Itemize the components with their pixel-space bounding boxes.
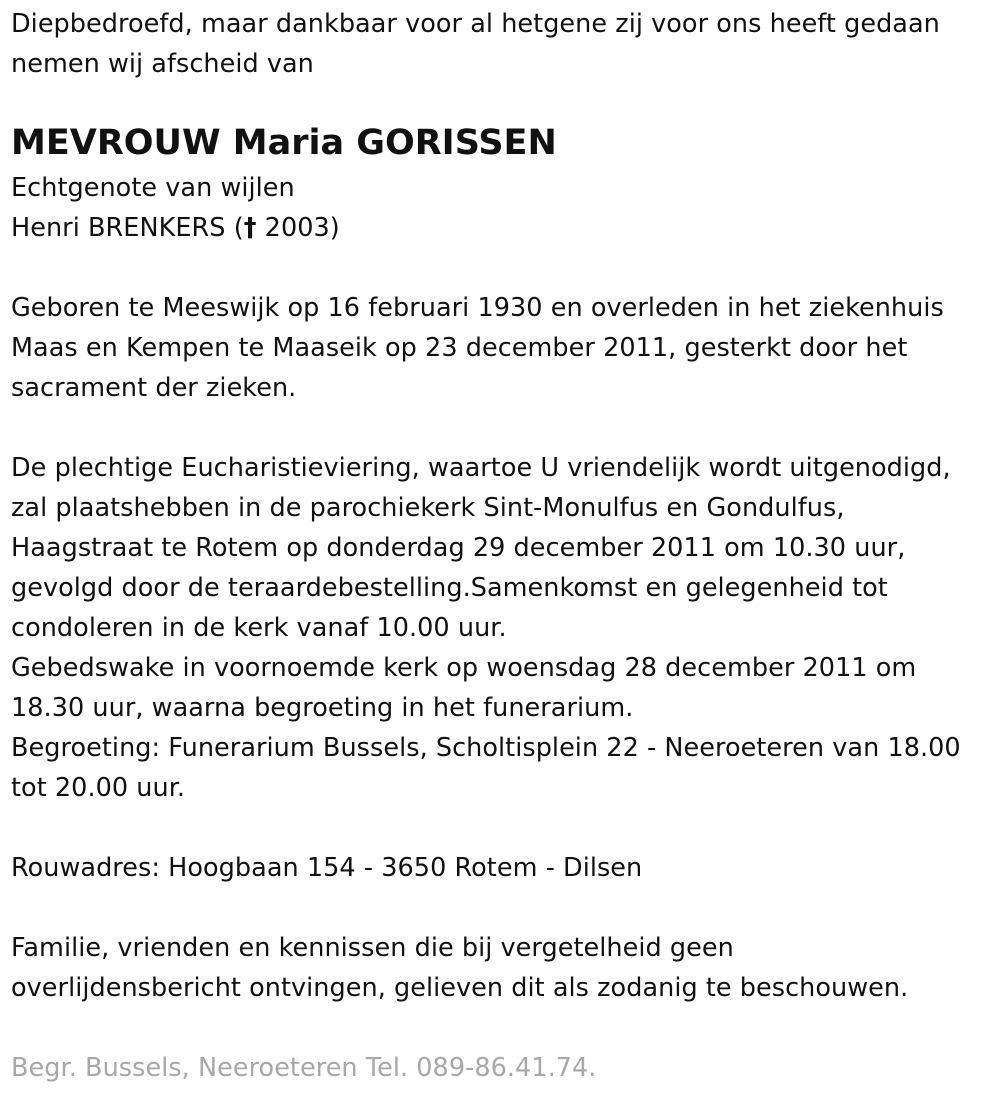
paragraph-line: zal plaatshebben in de parochiekerk Sint-Monulfus en Gondulfus, <box>11 493 845 523</box>
spouse-death-year: 2003) <box>256 213 340 243</box>
paragraph-line: Gebedswake in voornoemde kerk op woensdag 28 december 2011 om <box>11 653 917 683</box>
mourning-address: Rouwadres: Hoogbaan 154 - 3650 Rotem - Dilsen <box>11 853 643 883</box>
paragraph-line: Begroeting: Funerarium Bussels, Scholtisplein 22 - Neeroeteren van 18.00 <box>11 733 961 763</box>
intro-line: nemen wij afscheid van <box>11 49 314 79</box>
spacer <box>11 1008 1000 1048</box>
spacer <box>11 248 1000 288</box>
intro-line: Diepbedroefd, maar dankbaar voor al hetgene zij voor ons heeft gedaan <box>11 9 940 39</box>
paragraph-line: Familie, vrienden en kennissen die bij vergetelheid geen <box>11 933 734 963</box>
notice-paragraph <box>11 928 1000 1008</box>
funeral-home-footer: Begr. Bussels, Neeroeteren Tel. 089-86.41.74. <box>11 1053 597 1083</box>
paragraph-line: De plechtige Eucharistieviering, waartoe U vriendelijk wordt uitgenodigd, <box>11 453 951 483</box>
spacer <box>11 408 1000 448</box>
spouse-line: Echtgenote van wijlen <box>11 173 295 203</box>
deceased-name: MEVROUW Maria GORISSEN <box>11 123 557 163</box>
paragraph-line: condoleren in de kerk vanaf 10.00 uur. <box>11 613 507 643</box>
paragraph-line: tot 20.00 uur. <box>11 773 186 803</box>
spouse-name: Henri BRENKERS ( <box>11 213 244 243</box>
paragraph-line: gevolgd door de teraardebestelling.Samenkomst en gelegenheid tot <box>11 573 888 603</box>
paragraph-line: overlijdensbericht ontvingen, gelieven dit als zodanig te beschouwen. <box>11 973 909 1003</box>
paragraph-line: Geboren te Meeswijk op 16 februari 1930 en overleden in het ziekenhuis <box>11 293 944 323</box>
paragraph-line: Maas en Kempen te Maaseik op 23 december 2011, gesterkt door het <box>11 333 908 363</box>
paragraph-line: 18.30 uur, waarna begroeting in het funerarium. <box>11 693 634 723</box>
cross-icon: † <box>243 213 257 243</box>
spacer <box>11 808 1000 848</box>
paragraph-line: Haagstraat te Rotem op donderdag 29 december 2011 om 10.30 uur, <box>11 533 906 563</box>
spouse-name-line <box>11 208 1000 248</box>
birth-death-paragraph <box>11 288 1000 408</box>
spacer <box>11 888 1000 928</box>
intro-text <box>11 4 1000 84</box>
spouse-info <box>11 168 1000 248</box>
paragraph-line: sacrament der zieken. <box>11 373 297 403</box>
ceremony-paragraph <box>11 448 1000 808</box>
